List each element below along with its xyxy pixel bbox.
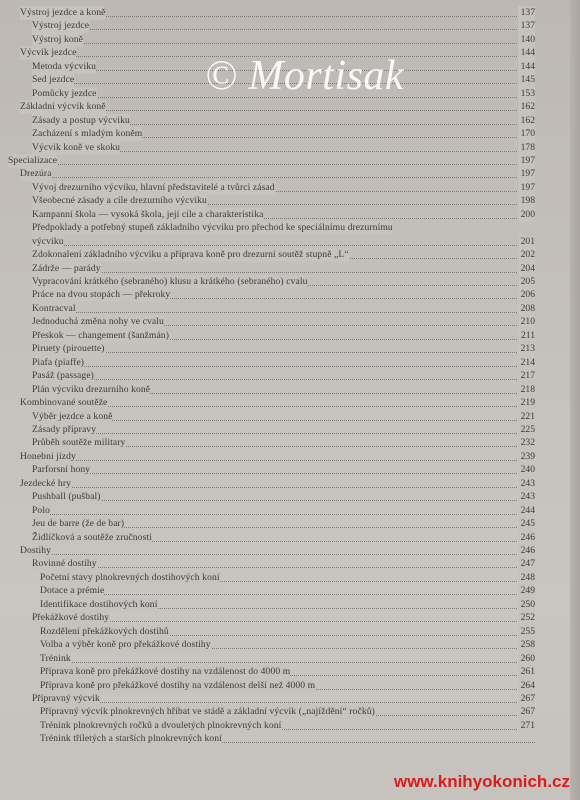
toc-entry — [32, 463, 535, 477]
toc-entry-title: Příprava koně pro překážkové dostihy na vzdálenost delší než 4000 m — [40, 679, 316, 691]
toc-entry-page: 244 — [518, 504, 535, 518]
dot-leader — [32, 513, 535, 515]
toc-entry-title: Práce na dvou stopách — překroky — [32, 289, 171, 301]
toc-entry — [20, 396, 535, 410]
toc-entry-title: Identifikace dostihových koní — [40, 598, 158, 610]
toc-entry — [32, 262, 535, 276]
toc-entry-page: 243 — [518, 477, 535, 491]
toc-entry-title: Trénink plnokrevných ročků a dvouletých plnokrevných koní — [40, 719, 282, 731]
toc-entry — [40, 625, 535, 639]
toc-entry-title: Průběh soutěže military — [32, 437, 126, 449]
toc-entry-title: Specializace — [8, 154, 58, 166]
toc-entry-page: 245 — [518, 517, 535, 531]
toc-entry-title: Trénink — [40, 652, 71, 664]
toc-entry-page: 137 — [518, 19, 535, 33]
toc-entry-page: 221 — [518, 410, 535, 424]
toc-entry-page: 248 — [518, 571, 535, 585]
toc-entry-title: Výstroj jezdce a koně — [20, 7, 106, 18]
toc-entry-page: 198 — [518, 194, 535, 208]
toc-entry — [32, 423, 535, 437]
toc-entry — [32, 127, 535, 141]
toc-entry — [32, 235, 535, 249]
toc-entry-title: Dostihy — [20, 545, 52, 556]
toc-entry-title: Dotace a prémie — [40, 585, 105, 597]
toc-entry — [32, 33, 535, 47]
toc-entry — [40, 665, 535, 679]
toc-entry-title: Kontracval — [32, 302, 76, 314]
toc-entry-page: 205 — [518, 275, 535, 289]
toc-entry-title: Přípravný výcvik — [32, 692, 100, 704]
toc-entry — [32, 517, 535, 531]
dot-leader — [40, 593, 535, 595]
toc-entry-title: Překážkové dostihy — [32, 612, 110, 624]
toc-entry-page: 197 — [518, 181, 535, 195]
website-watermark: www.knihyokonich.cz — [393, 772, 570, 791]
toc-entry-title: Početní stavy plnokrevných dostihových koní — [40, 571, 220, 583]
toc-entry-title: Výstroj koně — [32, 33, 84, 45]
toc-entry-page: 252 — [518, 611, 535, 625]
toc-entry-page: 232 — [518, 436, 535, 450]
toc-entry — [40, 679, 535, 693]
toc-entry — [20, 167, 535, 181]
toc-entry — [32, 221, 535, 235]
toc-entry-page: 162 — [518, 100, 535, 114]
toc-entry — [32, 342, 535, 356]
dot-leader — [20, 553, 535, 555]
toc-entry — [40, 598, 535, 612]
toc-entry-title: Zásady přípravy — [32, 423, 97, 435]
toc-entry — [32, 383, 535, 397]
toc-entry-title: Metoda výcviku — [32, 60, 97, 72]
dot-leader — [20, 459, 535, 461]
toc-entry — [20, 100, 535, 114]
page-edge — [570, 0, 580, 800]
toc-entry-title: Rozdělení překážkových dostihů — [40, 625, 169, 637]
dot-leader — [40, 661, 535, 663]
toc-entry — [32, 329, 535, 343]
toc-entry-title: Honební jízdy — [20, 450, 76, 462]
toc-entry-page: 206 — [518, 288, 535, 302]
toc-entry-page: 144 — [518, 60, 535, 74]
toc-entry-title: Jednoduchá změna nohy ve cvalu — [32, 316, 164, 328]
toc-entry-page: 178 — [518, 141, 535, 155]
toc-entry-title: Zacházení s mladým koněm — [32, 128, 143, 140]
toc-entry — [40, 705, 535, 719]
toc-entry — [20, 450, 535, 464]
toc-entry-title: Zdokonalení základního výcviku a příprava koně pro drezurní soutěž stupně „L“ — [32, 249, 349, 261]
toc-entry-title: Přeskok — changement (šanžmán) — [32, 329, 170, 341]
toc-entry-page: 261 — [518, 665, 535, 679]
toc-entry-page: 204 — [518, 262, 535, 276]
toc-entry-page: 153 — [518, 87, 535, 101]
toc-entry — [32, 248, 535, 262]
toc-entry — [40, 571, 535, 585]
toc-entry — [20, 544, 535, 558]
dot-leader — [8, 163, 535, 165]
toc-entry — [32, 141, 535, 155]
copyright-watermark: © Mortisak — [205, 53, 405, 99]
toc-entry-title: Piruety (pirouette) — [32, 343, 105, 355]
toc-entry-page: 249 — [518, 584, 535, 598]
toc-entry-page: 137 — [518, 6, 535, 20]
toc-entry-page: 267 — [518, 705, 535, 719]
toc-entry — [32, 194, 535, 208]
toc-entry-title: Volba a výběr koně pro překážkové dostihy — [40, 639, 211, 651]
toc-entry-page: 264 — [518, 679, 535, 693]
toc-entry-page: 255 — [518, 625, 535, 639]
toc-entry-page: 260 — [518, 652, 535, 666]
toc-entry-page: 201 — [518, 235, 535, 249]
toc-entry-page: 225 — [518, 423, 535, 437]
toc-entry-title: Výstroj jezdce — [32, 20, 90, 32]
toc-entry-title: Výběr jezdce a koně — [32, 410, 113, 422]
toc-entry — [32, 504, 535, 518]
toc-entry — [40, 652, 535, 666]
dot-leader — [32, 566, 535, 568]
toc-entry-title: Základní výcvik koně — [20, 101, 106, 113]
toc-entry-title: výcviku — [32, 235, 64, 247]
toc-entry-page: 197 — [518, 167, 535, 181]
toc-entry — [32, 288, 535, 302]
dot-leader — [32, 351, 535, 353]
toc-entry — [32, 410, 535, 424]
toc-entry-title: Židlíčková a soutěže zručnosti — [32, 531, 152, 543]
toc-entry — [32, 531, 535, 545]
toc-entry-page: 208 — [518, 302, 535, 316]
toc-entry — [32, 557, 535, 571]
toc-entry-page: 219 — [518, 396, 535, 410]
toc-entry — [8, 154, 535, 168]
toc-entry — [20, 6, 535, 20]
toc-entry-page: 267 — [518, 692, 535, 706]
toc-entry-title: Parforsní hony — [32, 464, 91, 476]
dot-leader — [32, 472, 535, 474]
toc-entry-page: 271 — [518, 719, 535, 733]
toc-entry-page: 211 — [518, 329, 535, 343]
dot-leader — [32, 271, 535, 273]
toc-entry — [32, 315, 535, 329]
toc-entry-title: Sed jezdce — [32, 74, 75, 86]
toc-entry — [40, 732, 535, 746]
toc-entry — [40, 719, 535, 733]
toc-entry-title: Zádrže — parády — [32, 262, 101, 274]
toc-entry-title: Pushball (pušbal) — [32, 491, 101, 503]
toc-entry-title: Předpoklady a potřebný stupeň základního výcviku pro přechod ke speciálnímu drezurnímu — [32, 222, 393, 234]
toc-entry-page: 214 — [518, 356, 535, 370]
toc-entry-title: Přípravný výcvik plnokrevných hříbat ve stádě a základní výcvik („najíždění“ ročků) — [40, 706, 375, 718]
toc-entry-page: 246 — [518, 531, 535, 545]
toc-entry-page: 213 — [518, 342, 535, 356]
toc-entry — [32, 19, 535, 33]
dot-leader — [32, 42, 535, 44]
toc-entry-title: Pomůcky jezdce — [32, 87, 97, 99]
dot-leader — [32, 365, 535, 367]
toc-entry-page: 239 — [518, 450, 535, 464]
dot-leader — [20, 176, 535, 178]
toc-entry-page: 144 — [518, 46, 535, 60]
toc-entry-page: 217 — [518, 369, 535, 383]
toc-entry — [32, 208, 535, 222]
toc-entry — [40, 638, 535, 652]
toc-entry — [20, 477, 535, 491]
toc-entry-title: Plán výcviku drezurního koně — [32, 383, 151, 395]
toc-entry-title: Trénink tříletých a starších plnokrevných koní — [40, 733, 222, 745]
toc-entry — [32, 692, 535, 706]
toc-entry-title: Rovinné dostihy — [32, 558, 97, 570]
toc-entry-title: Drezúra — [20, 168, 52, 180]
toc-entry-page: 202 — [518, 248, 535, 262]
toc-entry-title: Zásady a postup výcviku — [32, 114, 130, 126]
toc-entry-title: Výcvik jezdce — [20, 47, 77, 59]
toc-entry — [40, 584, 535, 598]
toc-entry-title: Jezdecké hry — [20, 477, 72, 489]
toc-entry — [32, 611, 535, 625]
toc-entry-page: 246 — [518, 544, 535, 558]
toc-entry — [32, 181, 535, 195]
dot-leader — [32, 378, 535, 380]
dot-leader — [32, 499, 535, 501]
dot-leader — [32, 244, 535, 246]
toc-entry-page: 218 — [518, 383, 535, 397]
toc-entry — [32, 275, 535, 289]
toc-entry-title: Výcvik koně ve skoku — [32, 141, 121, 153]
toc-entry-page: 197 — [518, 154, 535, 168]
dot-leader — [32, 701, 535, 703]
dot-leader — [32, 28, 535, 30]
toc-entry — [32, 490, 535, 504]
toc-entry — [32, 114, 535, 128]
toc-entry — [32, 356, 535, 370]
toc-entry — [32, 369, 535, 383]
toc-entry-title: Jeu de barre (že de bar) — [32, 518, 125, 530]
toc-entry — [32, 302, 535, 316]
toc-entry-title: Pasáž (passage) — [32, 370, 94, 382]
toc-entry-title: Piafa (piaffe) — [32, 356, 85, 368]
toc-entry-title: Vypracování krátkého (sebraného) klusu a krátkého (sebraného) cvalu — [32, 276, 308, 287]
dot-leader — [32, 432, 535, 434]
toc-entry-title: Kampanní škola — vysoká škola, její cíle a charakteristika — [32, 208, 264, 220]
toc-entry-page: 250 — [518, 598, 535, 612]
dot-leader — [32, 311, 535, 313]
toc-entry-page: 140 — [518, 33, 535, 47]
toc-entry-title: Vývoj drezurního výcviku, hlavní představitelé a tvůrci zásad — [32, 181, 275, 193]
toc-entry-title: Příprava koně pro překážkové dostihy na vzdálenost do 4000 m — [40, 666, 291, 678]
toc-entry-page: 170 — [518, 127, 535, 141]
dot-leader — [20, 486, 535, 488]
toc-entry-page: 162 — [518, 114, 535, 128]
toc-entry-title: Polo — [32, 504, 50, 516]
toc-entry-page: 243 — [518, 490, 535, 504]
toc-entry-title: Všeobecné zásady a cíle drezurního výcviku — [32, 195, 207, 207]
toc-entry-page: 258 — [518, 638, 535, 652]
toc-entry-title: Kombinované soutěže — [20, 397, 108, 409]
toc-entry-page: 200 — [518, 208, 535, 222]
toc-entry-page: 240 — [518, 463, 535, 477]
toc-entry-page: 247 — [518, 557, 535, 571]
toc-entry-page: 210 — [518, 315, 535, 329]
toc-entry-page: 145 — [518, 73, 535, 87]
toc-entry — [32, 436, 535, 450]
